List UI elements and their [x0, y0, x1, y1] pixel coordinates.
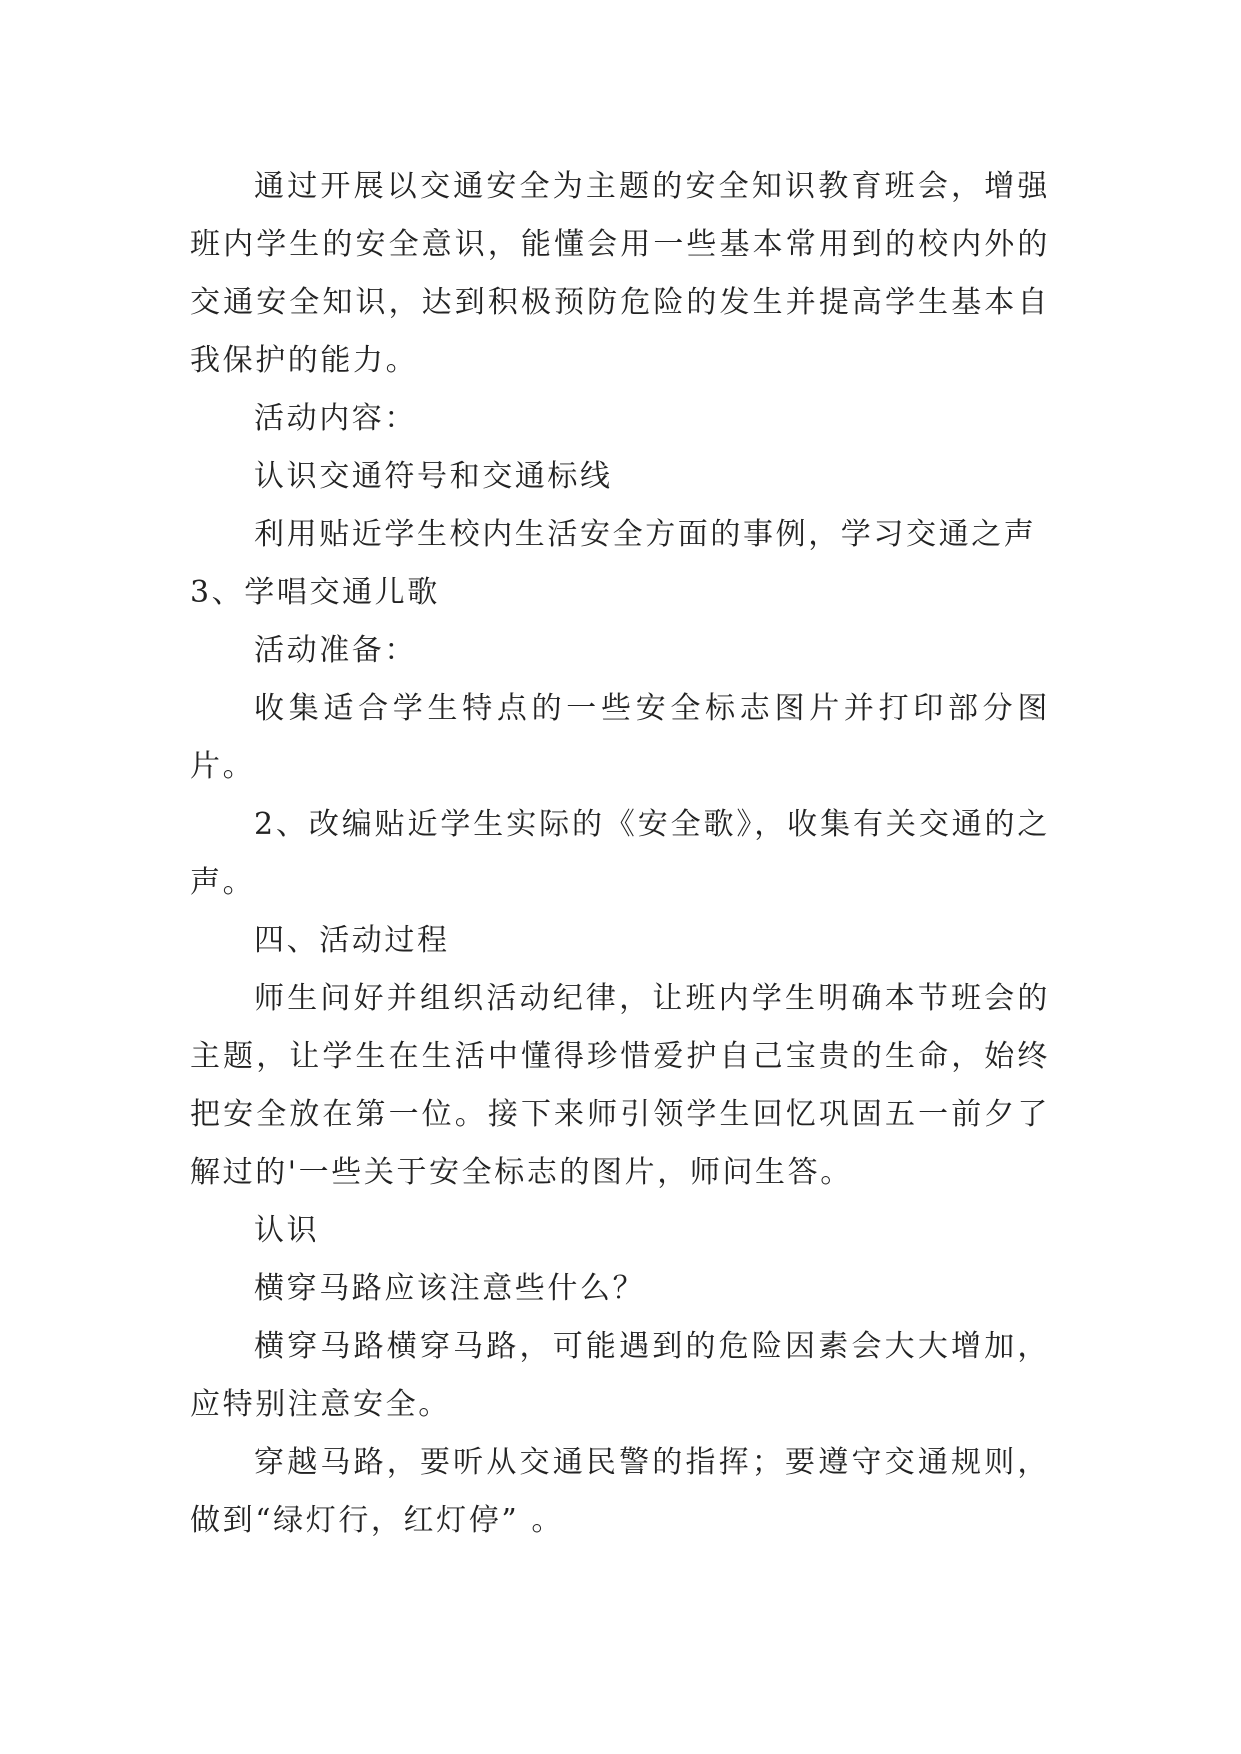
paragraph-greeting: 师生问好并组织活动纪律，让班内学生明确本节班会的主题，让学生在生活中懂得珍惜爱护自己宝贵的生命，始终把安全放在第一位。接下来师引领学生回忆巩固五一前夕了解过的'一些关于安全标志的图片，师问生答。: [190, 981, 1050, 1190]
paragraph-crossing-danger: 横穿马路横穿马路，可能遇到的危险因素会大大增加，应特别注意安全。: [190, 1329, 1050, 1422]
document-body: [190, 158, 1050, 1550]
paragraph-adapt-song: 2、改编贴近学生实际的《安全歌》，收集有关交通的之声。: [190, 807, 1050, 900]
list-item-traffic-voice: 利用贴近学生校内生活安全方面的事例，学习交通之声: [254, 517, 1037, 552]
paragraph-purpose: 通过开展以交通安全为主题的安全知识教育班会，增强班内学生的安全意识，能懂会用一些基本常用到的校内外的交通安全知识，达到积极预防危险的发生并提高学生基本自我保护的能力。: [190, 169, 1050, 378]
list-item-traffic-signs: 认识交通符号和交通标线: [254, 459, 613, 494]
list-item-traffic-song: 3、学唱交通儿歌: [190, 575, 440, 610]
heading-activity-content: 活动内容：: [254, 401, 417, 436]
paragraph-traffic-rules: 穿越马路，要听从交通民警的指挥；要遵守交通规则，做到“绿灯行，红灯停” 。: [190, 1445, 1050, 1538]
heading-recognize: 认识: [254, 1213, 320, 1248]
question-crossing-road: 横穿马路应该注意些什么？: [254, 1271, 646, 1306]
heading-activity-process: 四、活动过程: [254, 923, 450, 958]
heading-activity-preparation: 活动准备：: [254, 633, 417, 668]
paragraph-collect-pictures: 收集适合学生特点的一些安全标志图片并打印部分图片。: [190, 691, 1050, 784]
